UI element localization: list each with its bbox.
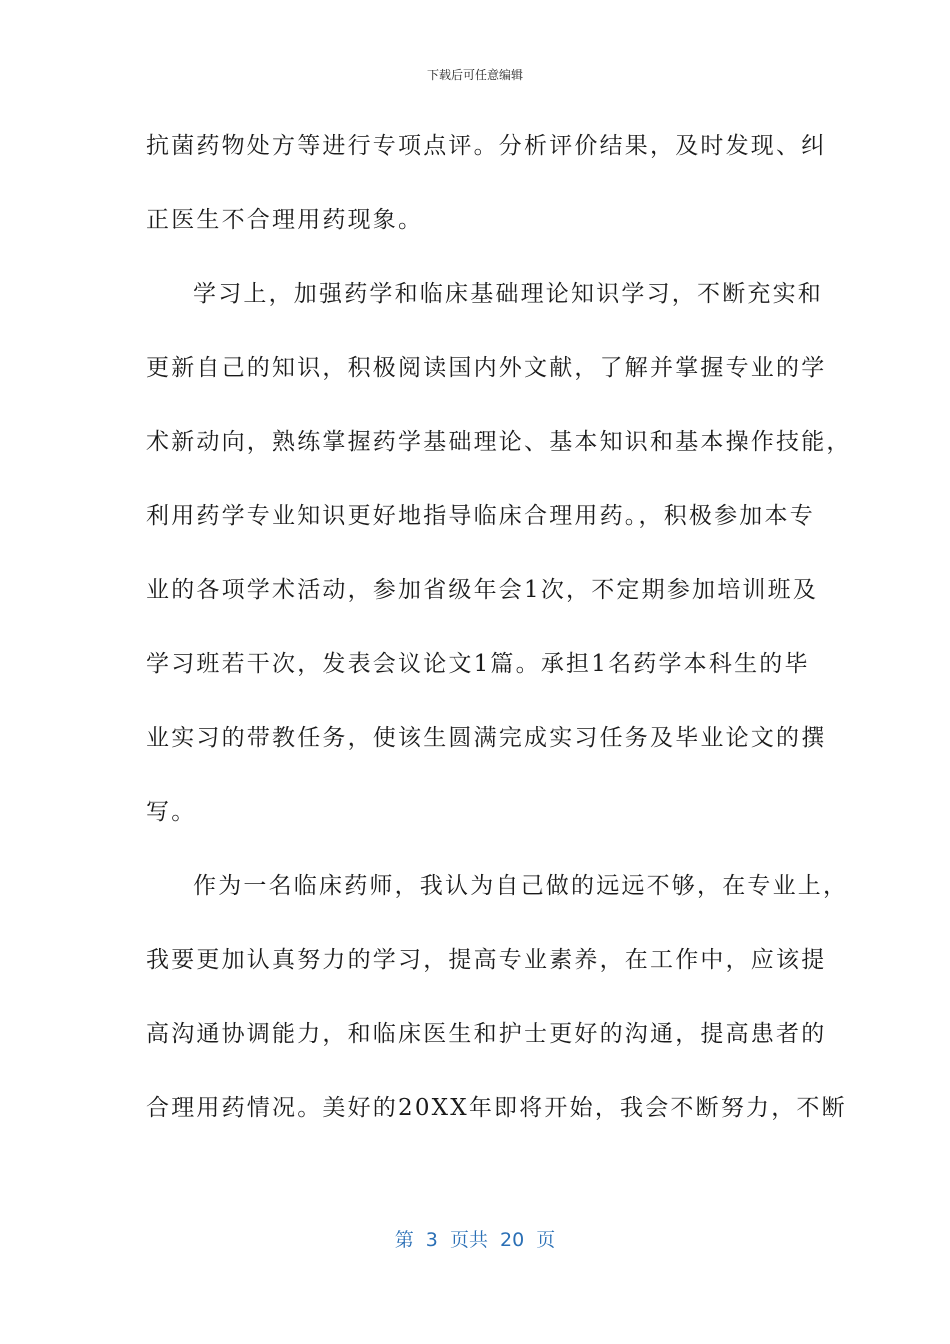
text-line: 更新自己的知识，积极阅读国内外文献，了解并掌握专业的学 bbox=[146, 355, 827, 381]
text-line: 抗菌药物处方等进行专项点评。分析评价结果，及时发现、纠 bbox=[146, 133, 827, 159]
text-line: 利用药学专业知识更好地指导临床合理用药。，积极参加本专 bbox=[146, 503, 815, 529]
text-line: 我要更加认真努力的学习，提高专业素养，在工作中，应该提 bbox=[146, 947, 827, 973]
page-number-footer: 第 3 页共 20 页 bbox=[394, 1229, 556, 1251]
text-line: 正医生不合理用药现象。 bbox=[146, 207, 424, 233]
text-line: 业实习的带教任务，使该生圆满完成实习任务及毕业论文的撰 bbox=[146, 725, 827, 751]
text-line: 合理用药情况。美好的20XX年即将开始，我会不断努力，不断 bbox=[146, 1095, 847, 1121]
text-line: 高沟通协调能力，和临床医生和护士更好的沟通，提高患者的 bbox=[146, 1021, 827, 1047]
paragraph-start-line: 作为一名临床药师，我认为自己做的远远不够，在专业上， bbox=[193, 873, 849, 899]
text-line: 写。 bbox=[146, 799, 197, 825]
text-line: 学习班若干次，发表会议论文1篇。承担1名药学本科生的毕 bbox=[146, 651, 810, 677]
text-line: 术新动向，熟练掌握药学基础理论、基本知识和基本操作技能， bbox=[146, 429, 852, 455]
paragraph-start-line: 学习上，加强药学和临床基础理论知识学习，不断充实和 bbox=[193, 281, 823, 307]
page-header-note: 下载后可任意编辑 bbox=[426, 68, 523, 82]
text-line: 业的各项学术活动，参加省级年会1次，不定期参加培训班及 bbox=[146, 577, 819, 603]
